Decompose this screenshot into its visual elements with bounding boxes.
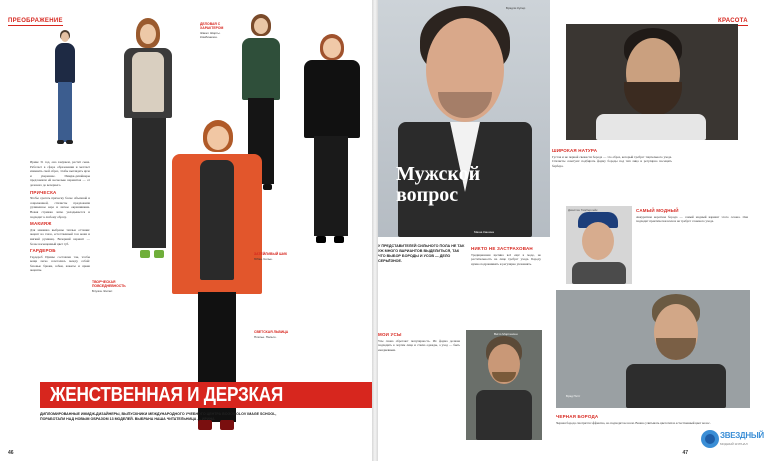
subhead: МОИ УСЫ [378, 332, 402, 337]
timberlake-photo [566, 206, 632, 284]
page-number: 47 [682, 450, 688, 456]
caption-title: ТВОРЧЕСКАЯ ПОВСЕДНЕВНОСТЬ [92, 280, 126, 288]
viggo-photo [466, 330, 542, 440]
caption-title: СВЕТСКАЯ ЛЬВИЦА [254, 330, 289, 334]
name-tag: Джастин Тимберлейк [568, 208, 598, 212]
caption-title: ЗАТЕЙЛИВЫЙ ШИК [254, 252, 288, 256]
page-number: 46 [8, 450, 14, 456]
section-tag: ПРЕОБРАЖЕНИЕ [8, 18, 63, 24]
article-column: ШИРОКАЯ НАТУРА Густая и не первой свежести борода — это образ, который требует тщательного ухода. Стилисты советуют подбирать форму бороды под тип лица и регулярно посещать барбера. [552, 148, 672, 168]
text-credit: Маша Кашина [474, 230, 494, 234]
model-before-photo [52, 30, 78, 150]
article-column: Ирине 31 год, она замужем, растит сына. Работает в сфере образования и мечтает изменить свой образ, чтобы выглядеть ярче и увереннее. Имидж-дизайнеры предложили ей несколько вариантов — от делового до вечернего. ПРИЧЕСКА Чтобы сделать прическу более объемной и современной, стилисты предложили удлиненное каре и легкое окрашивание. Новая стрижка легко укладывается и подходит к любому образу. МАКИЯЖ Для макияжа выбраны теплые оттенки: акцент на глаза, естественный тон кожи и мягкий румянец. Вечерний вариант — более насыщенный цвет губ. ГАРДЕРОБ Гардероб Ирины составлен так, чтобы вещи легко сочетались между собой: базовые брюки, юбки, жакеты и яркие акценты. [30, 160, 90, 273]
article-column: МОИ УСЫ Усы снова обретают популярность. Их форма должна подходить к чертам лица и стилю одежды, а уход — быть ежедневным. [378, 332, 460, 352]
section-tag: КРАСОТА [718, 18, 748, 24]
bearded-man-photo [566, 24, 738, 140]
article-title [396, 164, 480, 206]
left-page [0, 0, 372, 461]
model-photo [300, 34, 362, 249]
outfit-caption [254, 330, 304, 380]
caption-text: Юбка. Колье. [254, 257, 273, 261]
cover-portrait-photo [378, 0, 550, 237]
magazine-logo [700, 427, 764, 451]
caption-text: Платье. Пальто. [254, 335, 277, 339]
article-lead: У ПРЕДСТАВИТЕЛЕЙ СИЛЬНОГО ПОЛА НЕ ТАК УЖ МНОГО ВАРИАНТОВ ВЫДЕЛИТЬСЯ, ТАК ЧТО ВЫБОР БОРОДЫ И УСОВ — ДЕЛО СЕРЬЁЗНОЕ. [378, 244, 465, 263]
article-column: ЧЕРНАЯ БОРОДА Черная борода смотрится эффектно, но подходит не всем. Важно учитывать цветотип и естественный цвет волос. [556, 412, 750, 452]
name-tag: Вигго Мортенсен [494, 332, 518, 336]
headline: ЖЕНСТВЕННАЯ И ДЕРЗКАЯ [50, 384, 283, 406]
standfirst: ДИПЛОМИРОВАННЫЕ ИМИДЖ-ДИЗАЙНЕРЫ, ВЫПУСКНИКИ МЕЖДУНАРОДНОГО УЧЕБНОГО ЦЕНТРА BOGOMOLOV IMAGE SCHOOL, ПОРАБОТАЛИ НАД НОВЫМ ОБРАЗОМ 13 МОДЕЛЕЙ. ВЫБРАНА НАША ЧИТАТЕЛЬНИЦА — ИРИНА [40, 412, 277, 421]
subhead: ГАРДЕРОБ [30, 248, 56, 254]
subhead: САМЫЙ МОДНЫЙ [636, 208, 679, 213]
right-page [378, 0, 764, 461]
model-photo [118, 18, 178, 268]
subhead: МАКИЯЖ [30, 221, 52, 227]
article-column: НИКТО НЕ ЗАСТРАХОВАН Традиционная щетина всё ещё в моде, но растительность на лице требует ухода. Бороду нужно подравнивать и регулярно увлажнять. [471, 246, 541, 266]
caption-title: ДЕЛОВАЯ С ХАРАКТЕРОМ [200, 22, 224, 30]
outfit-caption [92, 280, 142, 360]
outfit-caption [200, 22, 238, 132]
logo-text: ЗВЕЗДНЫЙ [720, 431, 764, 440]
article-column: САМЫЙ МОДНЫЙ Аккуратная короткая борода — самый модный вариант этого сезона. Она подходит практически всем и не требует сложного ухода. [636, 208, 748, 224]
title-line: Мужской [396, 163, 481, 185]
logo-subtext: МОДНЫЙ ЖУРНАЛ [720, 442, 748, 446]
subhead: ЧЕРНАЯ БОРОДА [556, 414, 599, 419]
subhead: ПРИЧЕСКА [30, 189, 57, 195]
outfit-caption [254, 252, 304, 332]
name-tag: Брэд Питт [566, 394, 581, 398]
photo-credit: Брэдли Купер [506, 6, 526, 10]
title-line: вопрос [396, 184, 459, 206]
brad-pitt-photo [556, 290, 750, 408]
caption-text: Жакет. Шорты. Комбинезон. [200, 31, 221, 39]
caption-text: Блузка. Жилет. [92, 289, 113, 293]
subhead: ШИРОКАЯ НАТУРА [552, 148, 598, 153]
subhead: НИКТО НЕ ЗАСТРАХОВАН [471, 246, 533, 251]
